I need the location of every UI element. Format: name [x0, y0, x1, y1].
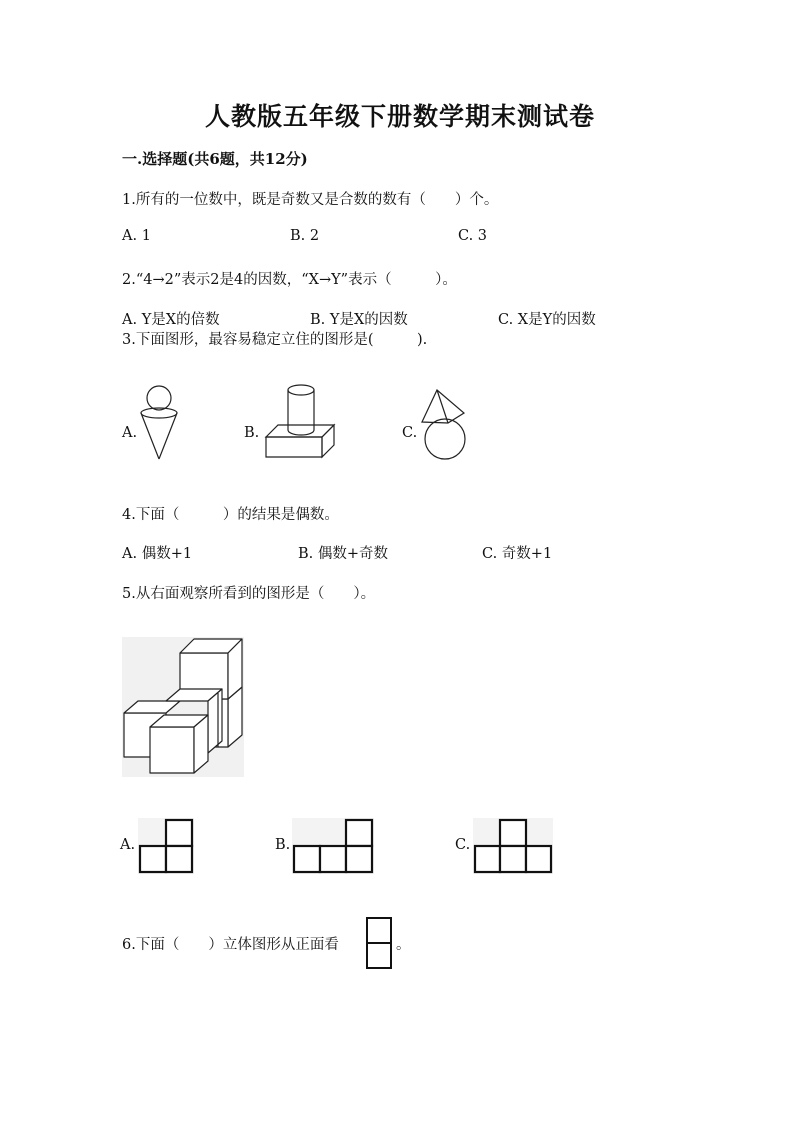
- cone-with-sphere-figure: [135, 382, 185, 464]
- question-5-option-b[interactable]: B.: [275, 837, 291, 853]
- cylinder-on-cuboid-figure: [264, 382, 336, 460]
- question-3-text: 3.下面图形，最容易稳定立住的图形是( ).: [122, 332, 428, 348]
- question-6-text: 6.下面（ ）立体图形从正面看: [122, 937, 339, 953]
- question-3-option-b[interactable]: B.: [244, 425, 260, 441]
- page-title: 人教版五年级下册数学期末测试卷: [204, 102, 595, 131]
- question-3-option-a[interactable]: A.: [122, 425, 138, 441]
- question-5-text: 5.从右面观察所看到的图形是（ ）。: [122, 586, 376, 602]
- option-b-side-view-figure: [292, 818, 374, 874]
- question-2-text: 2.“4→2”表示2是4的因数，“X→Y”表示（ ）。: [122, 272, 457, 288]
- question-2-option-b[interactable]: B. Y是X的因数: [310, 312, 408, 328]
- question-5-option-a[interactable]: A.: [120, 837, 136, 853]
- question-5-option-c[interactable]: C.: [455, 837, 471, 853]
- front-view-two-squares-figure: [365, 916, 393, 970]
- question-4-option-b[interactable]: B. 偶数+奇数: [298, 546, 389, 562]
- question-2-option-a[interactable]: A. Y是X的倍数: [122, 312, 220, 328]
- question-4-option-c[interactable]: C. 奇数+1: [482, 546, 553, 562]
- question-4-option-a[interactable]: A. 偶数+1: [122, 546, 193, 562]
- pyramid-on-sphere-figure: [420, 387, 472, 461]
- question-1-option-b[interactable]: B. 2: [290, 228, 320, 244]
- question-1-text: 1.所有的一位数中，既是奇数又是合数的数有（ ）个。: [122, 192, 499, 208]
- question-4-text: 4.下面（ ）的结果是偶数。: [122, 507, 339, 523]
- section-heading: 一.选择题(共6题，共12分): [122, 150, 308, 168]
- question-1-option-a[interactable]: A. 1: [122, 228, 151, 244]
- question-1-option-c[interactable]: C. 3: [458, 228, 488, 244]
- option-c-side-view-figure: [473, 818, 553, 874]
- question-6-suffix: 。: [396, 937, 411, 953]
- stacked-cubes-figure: [122, 637, 244, 777]
- question-2-option-c[interactable]: C. X是Y的因数: [498, 312, 596, 328]
- question-3-option-c[interactable]: C.: [402, 425, 418, 441]
- option-a-side-view-figure: [138, 818, 194, 874]
